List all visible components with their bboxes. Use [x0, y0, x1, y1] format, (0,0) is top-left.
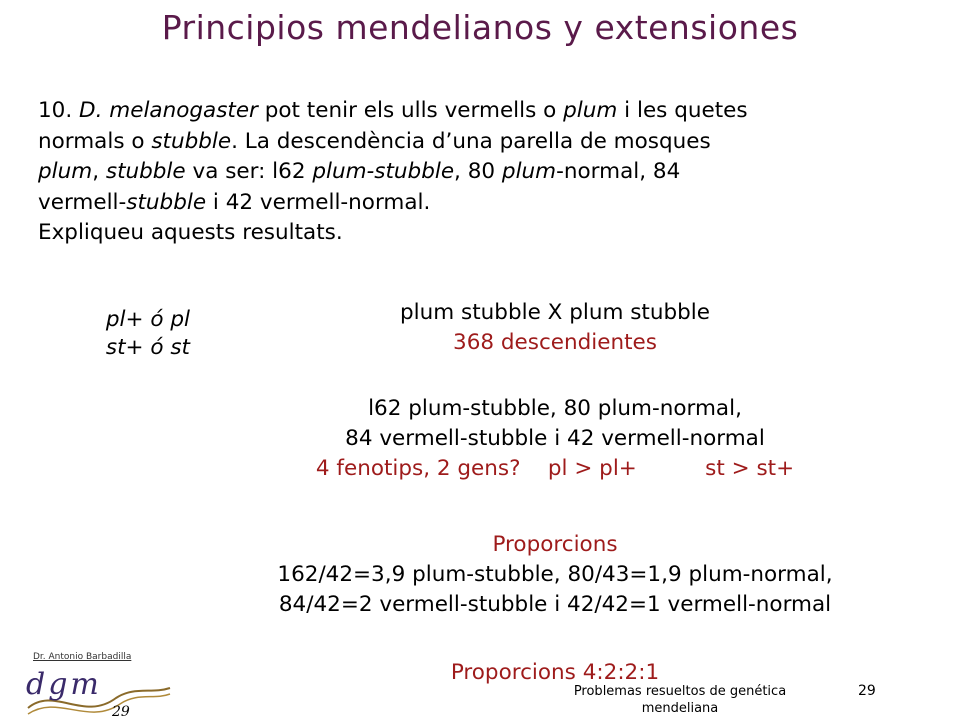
term-plum-stubble: plum-stubble	[312, 159, 455, 184]
cross-description: plum stubble X plum stubble	[400, 300, 710, 325]
dgm-logo	[24, 664, 174, 720]
term-plum: plum	[501, 159, 557, 184]
problem-question: Expliqueu aquests resultats.	[38, 220, 343, 245]
problem-line-2	[38, 127, 938, 158]
text-span: vermell-	[38, 189, 127, 215]
phenotypes-block	[150, 394, 960, 484]
page-number: 29	[858, 683, 876, 699]
text-span: va ser: l62	[185, 159, 313, 184]
term-stubble: stubble	[151, 128, 232, 154]
text-span: i 42 vermell-normal.	[206, 189, 431, 215]
text-span: , 80	[454, 159, 502, 184]
phenotypes-line-1: l62 plum-stubble, 80 plum-normal,	[368, 396, 742, 421]
proportions-heading: Proporcions	[492, 532, 618, 557]
text-span: normals o	[38, 128, 152, 154]
logo-number: 29	[112, 704, 130, 720]
proportions-line-2: 84/42=2 vermell-stubble i 42/42=1 vermell-normal	[278, 592, 832, 617]
term-stubble: stubble	[105, 159, 186, 184]
proportions-block	[150, 530, 960, 620]
problem-line-1	[38, 96, 938, 127]
course-title: Problemas resueltos de genética mendeliana	[573, 684, 787, 716]
offspring-count: 368 descendientes	[453, 330, 657, 355]
gene-pl-alleles: pl+ ó pl	[105, 307, 190, 332]
term-plum: plum	[38, 159, 93, 184]
problem-statement	[38, 96, 938, 249]
term-stubble: stubble	[126, 189, 207, 215]
ratio-result: Proporcions 4:2:2:1	[450, 660, 660, 685]
text-span: -normal, 84	[556, 159, 681, 184]
text-span: i les quetes	[617, 98, 748, 123]
phenotypes-line-2: 84 vermell-stubble i 42 vermell-normal	[345, 426, 765, 451]
proportions-line-1: 162/42=3,9 plum-stubble, 80/43=1,9 plum-normal,	[277, 562, 833, 587]
cross-block	[150, 298, 960, 358]
logo-text: dgm	[26, 667, 102, 702]
problem-line-4	[38, 188, 938, 219]
page-title: Principios mendelianos y extensiones	[161, 8, 799, 47]
author-credit: Dr. Antonio Barbadilla	[33, 652, 132, 662]
text-span: ,	[92, 159, 106, 184]
text-span: pot tenir els ulls vermells o	[257, 98, 564, 123]
problem-line-3	[38, 157, 938, 188]
species-name: D. melanogaster	[79, 98, 258, 123]
gene-st-alleles: st+ ó st	[105, 335, 190, 360]
dominance-hypothesis: 4 fenotips, 2 gens? pl > pl+ st > st+	[315, 456, 795, 481]
text-span: . La descendència d’una parella de mosques	[231, 128, 711, 154]
term-plum: plum	[563, 98, 618, 123]
problem-number: 10.	[38, 98, 73, 123]
